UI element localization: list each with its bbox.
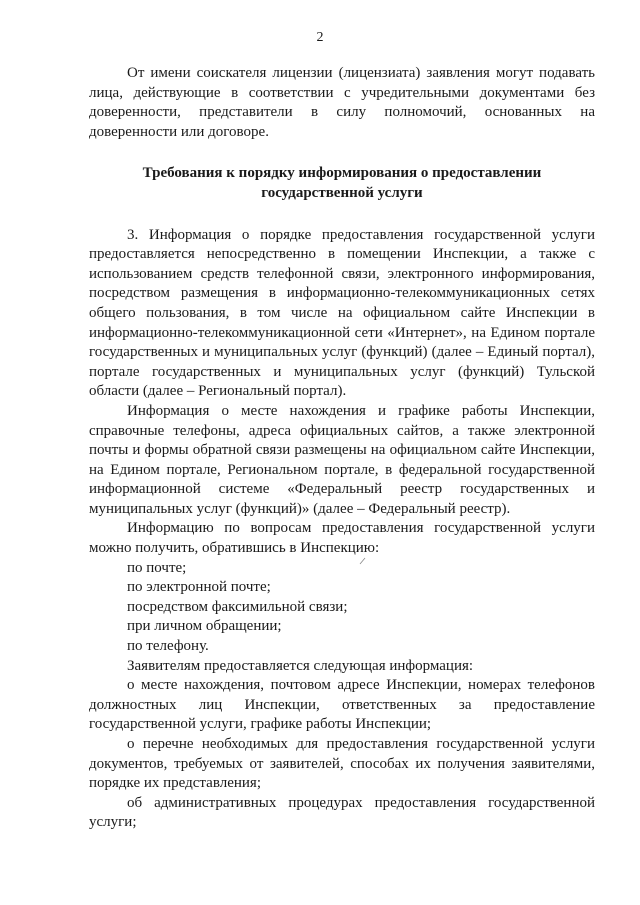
contact-method-fax: посредством факсимильной связи; [127,598,348,615]
paragraph-how-to-obtain: Информацию по вопросам предоставления государственной услуги можно получить, обратившись в Инспекцию: [89,520,595,557]
paragraph-location-schedule: Информация о месте нахождения и графике работы Инспекции, справочные телефоны, адреса официальных сайтов, а также электронной почты и формы обратной связи размещены на официальном сайте Инспекции, на Едином портале, Региональном портале, в федеральной государственной информационной системе «Федеральный реестр государственных и муниципальных услуг (функций)» (далее – Федеральный реестр). [89,402,595,517]
paragraph-info-procedure: 3. Информация о порядке предоставления государственной услуги предоставляется непосредственно в помещении Инспекции, а также с использованием средств телефонной связи, электронного информирования, посредством размещения в информационно-телекоммуникационных сетях общего пользования, в том числе на официальном сайте Инспекции в информационно-телекоммуникационной сети «Интернет», на Едином портале государственных и муниципальных услуг (функций) (далее – Единый портал), портале государственных и муниципальных услуг (функций) Тульской области (далее – Региональный портал). [89,226,595,400]
contact-method-mail: по почте; [127,559,187,576]
page-number: 2 [316,30,324,45]
scan-speck-icon [359,557,367,565]
section-heading: Требования к порядку информирования о предоставлении государственной услуги [142,165,542,201]
contact-method-email: по электронной почте; [127,579,271,596]
contact-method-phone: по телефону. [127,638,209,655]
info-item-procedures: об административных процедурах предоставления государственной услуги; [89,794,595,831]
document-body [89,64,595,833]
scan-speck [359,557,367,565]
info-item-location: о месте нахождения, почтовом адресе Инспекции, номерах телефонов должностных лиц Инспекции, ответственных за предоставление государственной услуги, графике работы Инспекции; [89,677,595,733]
info-item-documents: о перечне необходимых для предоставления государственной услуги документов, требуемых от заявителей, способах их получения заявителями, порядке их представления; [89,736,595,792]
info-intro: Заявителям предоставляется следующая информация: [127,657,474,674]
contact-method-in-person: при личном обращении; [127,618,282,635]
intro-paragraph: От имени соискателя лицензии (лицензиата) заявления могут подавать лица, действующие в соответствии с учредительными документами без доверенности, представители в силу полномочий, основанных на доверенности или договоре. [89,65,595,140]
